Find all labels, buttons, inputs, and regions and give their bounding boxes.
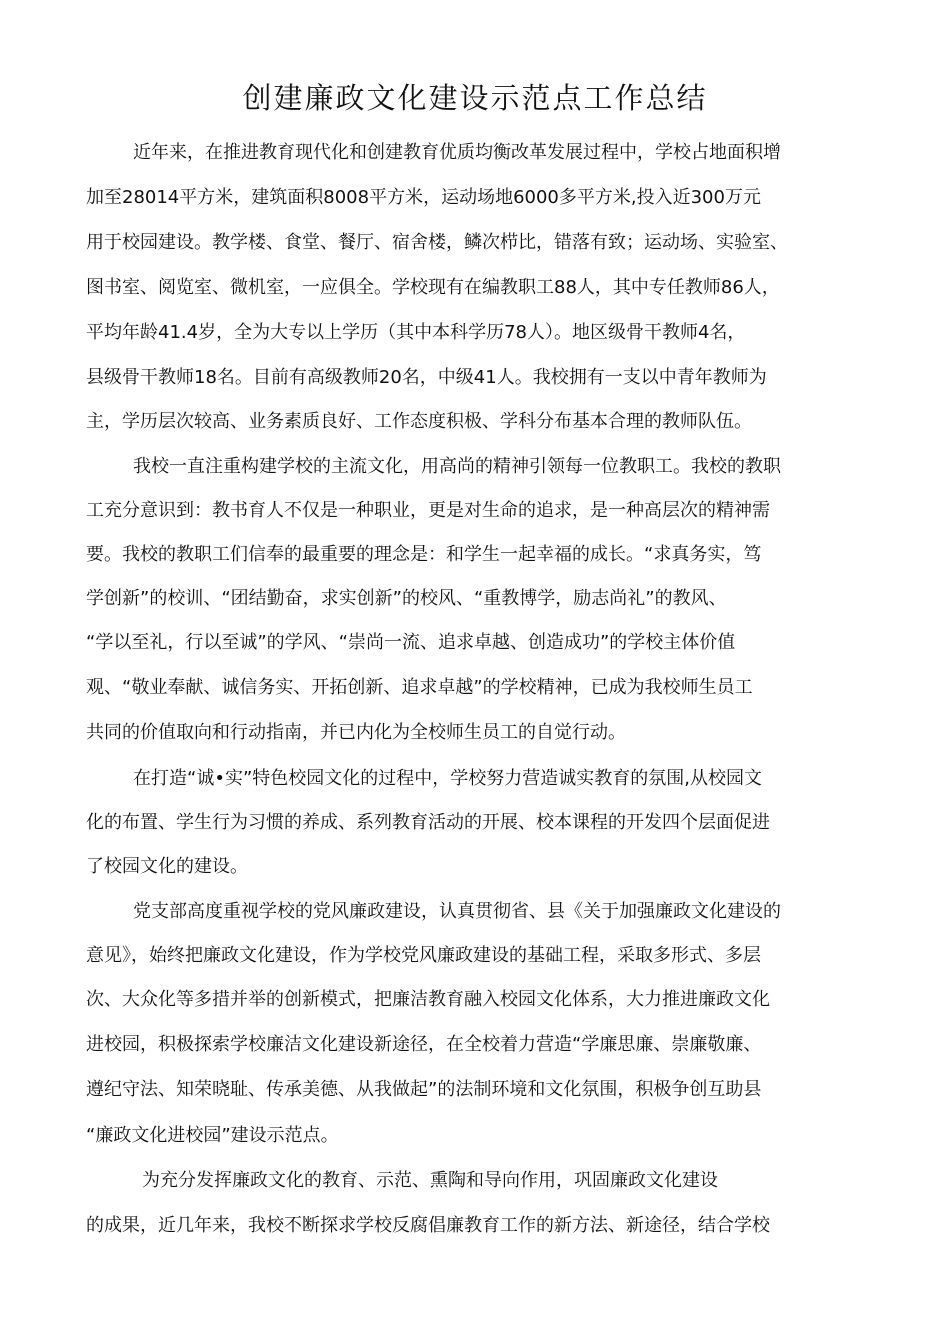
paragraph-line: 共同的价值取向和行动指南，并已内化为全校师生员工的自觉行动。 bbox=[86, 722, 626, 743]
paragraph-line: 要。我校的教职工们信奉的最重要的理念是：和学生一起幸福的成长。“求真务实，笃 bbox=[86, 544, 762, 565]
paragraph-line: 用于校园建设。教学楼、食堂、餐厅、宿舍楼，鳞次栉比，错落有致；运动场、实验室、 bbox=[86, 232, 788, 253]
paragraph-line: 我校一直注重构建学校的主流文化，用高尚的精神引领每一位教职工。我校的教职 bbox=[133, 456, 781, 477]
paragraph-line: 遵纪守法、知荣晓耻、传承美德、从我做起”的法制环境和文化氛围，积极争创互助县 bbox=[86, 1079, 762, 1100]
paragraph-line: 近年来，在推进教育现代化和创建教育优质均衡改革发展过程中，学校占地面积增 bbox=[133, 142, 781, 163]
paragraph-line: 平均年龄41.4岁，全为大专以上学历（其中本科学历78人）。地区级骨干教师4名， bbox=[86, 322, 746, 343]
paragraph-line: “学以至礼，行以至诚”的学风、“崇尚一流、追求卓越、创造成功”的学校主体价值 bbox=[86, 632, 736, 653]
paragraph-line: 学创新”的校训、“团结勤奋，求实创新”的校风、“重教博学，励志尚礼”的教风、 bbox=[86, 588, 727, 609]
paragraph-line: 县级骨干教师18名。目前有高级教师20名，中级41人。我校拥有一支以中青年教师为 bbox=[86, 367, 767, 388]
paragraph-line: 主，学历层次较高、业务素质良好、工作态度积极、学科分布基本合理的教师队伍。 bbox=[86, 411, 752, 432]
paragraph-line: 工充分意识到：教书育人不仅是一种职业，更是对生命的追求，是一种高层次的精神需 bbox=[86, 500, 770, 521]
document-title: 创建廉政文化建设示范点工作总结 bbox=[242, 81, 708, 115]
paragraph-line: 化的布置、学生行为习惯的养成、系列教育活动的开展、校本课程的开发四个层面促进 bbox=[86, 812, 770, 833]
paragraph-line: 进校园，积极探索学校廉洁文化建设新途径，在全校着力营造“学廉思廉、崇廉敬廉、 bbox=[86, 1034, 762, 1055]
paragraph-line: 的成果，近几年来，我校不断探求学校反腐倡廉教育工作的新方法、新途径，结合学校 bbox=[86, 1215, 770, 1236]
paragraph-line: “廉政文化进校园”建设示范点。 bbox=[86, 1125, 339, 1146]
paragraph-line: 意见》，始终把廉政文化建设，作为学校党风廉政建设的基础工程，采取多形式、多层 bbox=[86, 945, 761, 966]
paragraph-line: 加至28014平方米，建筑面积8008平方米，运动场地6000多平方米,投入近300万元 bbox=[86, 187, 761, 208]
paragraph-line: 了校园文化的建设。 bbox=[86, 856, 248, 877]
paragraph-line: 观、“敬业奉献、诚信务实、开拓创新、追求卓越”的学校精神，已成为我校师生员工 bbox=[86, 677, 753, 698]
paragraph-line: 在打造“诚•实”特色校园文化的过程中，学校努力营造诚实教育的氛围,从校园文 bbox=[133, 768, 762, 789]
paragraph-line: 党支部高度重视学校的党风廉政建设，认真贯彻省、县《关于加强廉政文化建设的 bbox=[133, 901, 781, 922]
paragraph-line: 图书室、阅览室、微机室，一应俱全。学校现有在编教职工88人，其中专任教师86人， bbox=[86, 277, 780, 298]
paragraph-line: 次、大众化等多措并举的创新模式，把廉洁教育融入校园文化体系，大力推进廉政文化 bbox=[86, 989, 770, 1010]
paragraph-line: 为充分发挥廉政文化的教育、示范、熏陶和导向作用，巩固廉政文化建设 bbox=[142, 1170, 718, 1191]
